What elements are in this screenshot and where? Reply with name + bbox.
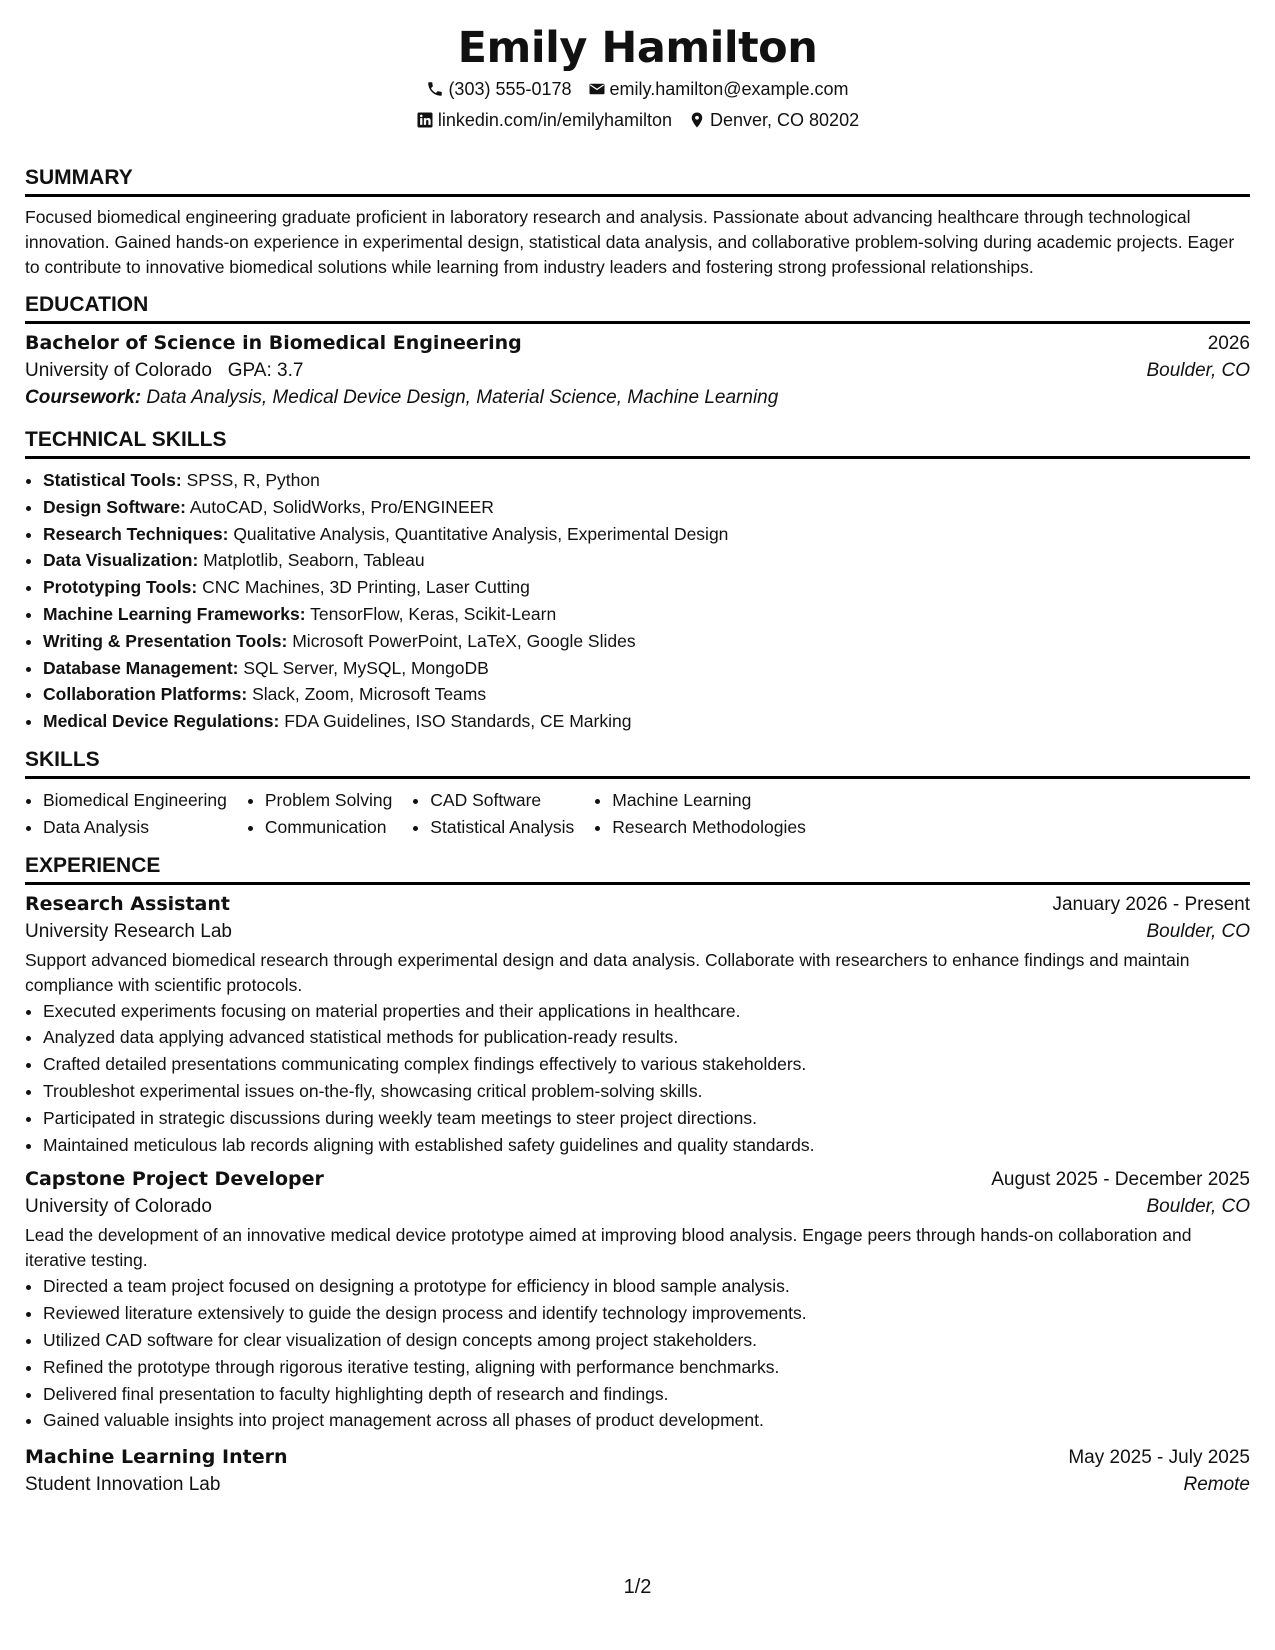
- job-title-row: [25, 893, 1250, 916]
- tech-skill-item: [43, 467, 1250, 494]
- job-bullet: • Executed experiments focusing on material properties and their applications in healthcare.: [43, 998, 1250, 1025]
- tech-skill-label: Machine Learning Frameworks:: [43, 603, 306, 624]
- tech-skill-item: [43, 574, 1250, 601]
- coursework-line: [25, 387, 1250, 409]
- contact-line-2: [25, 107, 1250, 133]
- phone-text: (303) 555-0178: [448, 79, 572, 99]
- tech-skill-item: [43, 601, 1250, 628]
- tech-skill-value: Matplotlib, Seaborn, Tableau: [203, 550, 425, 571]
- school-line: [25, 360, 303, 382]
- education-section: [25, 292, 1250, 409]
- contact-linkedin[interactable]: [416, 107, 672, 133]
- phone-icon: [426, 80, 444, 98]
- job-bullet: • Directed a team project focused on designing a prototype for efficiency in blood sample analysis.: [43, 1273, 1250, 1300]
- contact-email[interactable]: [588, 76, 849, 102]
- job-org: University of Colorado: [25, 1196, 212, 1218]
- summary-heading: SUMMARY: [25, 165, 1250, 197]
- job-dates: May 2025 - July 2025: [1068, 1447, 1250, 1469]
- tech-skill-value: AutoCAD, SolidWorks, Pro/ENGINEER: [189, 496, 494, 517]
- map-pin-icon: [688, 111, 706, 129]
- job-org-row: [25, 1474, 1250, 1496]
- job-bullets: [25, 998, 1250, 1159]
- job-bullet: • Utilized CAD software for clear visualization of design concepts among project stakeholders.: [43, 1327, 1250, 1354]
- coursework-label: Coursework:: [25, 387, 142, 408]
- technical-skills-section: [25, 427, 1250, 735]
- skill-item: • Research Methodologies: [612, 814, 806, 841]
- tech-skill-value: CNC Machines, 3D Printing, Laser Cutting: [202, 577, 530, 598]
- job-summary: Lead the development of an innovative medical device prototype aimed at improving blood analysis. Engage peers through hands-on collaboration and iterative testing.: [25, 1225, 1192, 1271]
- job-bullet: • Participated in strategic discussions during weekly team meetings to steer project directions.: [43, 1105, 1250, 1132]
- page-number: 1/2: [623, 1576, 652, 1598]
- location-text: Denver, CO 80202: [710, 110, 860, 130]
- technical-skills-list: [25, 467, 1250, 735]
- job-org: Student Innovation Lab: [25, 1474, 221, 1496]
- technical-skills-heading: TECHNICAL SKILLS: [25, 427, 1250, 459]
- job-bullet: • Reviewed literature extensively to guide the design process and identify technology improvements.: [43, 1300, 1250, 1327]
- skill-item: • CAD Software: [430, 787, 574, 814]
- skill-item: • Problem Solving: [265, 787, 392, 814]
- job-entry: [25, 893, 1250, 1159]
- contact-location: [688, 107, 859, 133]
- tech-skill-value: TensorFlow, Keras, Scikit-Learn: [310, 603, 557, 624]
- skill-item: • Machine Learning: [612, 787, 806, 814]
- job-org: University Research Lab: [25, 920, 232, 942]
- linkedin-icon: [416, 111, 434, 129]
- tech-skill-label: Writing & Presentation Tools:: [43, 630, 288, 651]
- job-bullet: • Maintained meticulous lab records aligning with established safety guidelines and quality standards.: [43, 1132, 1250, 1159]
- job-location: Boulder, CO: [1146, 920, 1250, 942]
- tech-skill-label: Design Software:: [43, 496, 186, 517]
- gpa: GPA: 3.7: [227, 360, 304, 381]
- education-school-row: [25, 360, 1250, 382]
- job-entry: [25, 1168, 1250, 1434]
- experience-section: [25, 853, 1250, 1497]
- summary-section: [25, 165, 1250, 280]
- job-bullet: • Troubleshot experimental issues on-the-fly, showcasing critical problem-solving skills.: [43, 1078, 1250, 1105]
- skills-heading: SKILLS: [25, 747, 1250, 779]
- envelope-icon: [588, 80, 606, 98]
- graduation-year: 2026: [1207, 333, 1250, 354]
- tech-skill-value: SPSS, R, Python: [186, 470, 320, 490]
- tech-skill-value: SQL Server, MySQL, MongoDB: [243, 657, 489, 678]
- job-bullet: • Refined the prototype through rigorous iterative testing, aligning with performance benchmarks.: [43, 1354, 1250, 1381]
- skills-column: [412, 787, 574, 841]
- job-title: Research Assistant: [25, 892, 230, 915]
- tech-skill-value: Microsoft PowerPoint, LaTeX, Google Slides: [292, 630, 636, 651]
- tech-skill-item: [43, 547, 1250, 574]
- job-location: Boulder, CO: [1146, 1196, 1250, 1218]
- job-bullet: • Crafted detailed presentations communicating complex findings effectively to various stakeholders.: [43, 1051, 1250, 1078]
- school-location: Boulder, CO: [1146, 360, 1250, 381]
- tech-skill-label: Collaboration Platforms:: [43, 684, 248, 705]
- skills-grid: [25, 787, 1250, 841]
- job-title: Capstone Project Developer: [25, 1168, 324, 1191]
- tech-skill-value: Qualitative Analysis, Quantitative Analysis, Experimental Design: [233, 523, 729, 544]
- tech-skill-label: Database Management:: [43, 657, 239, 678]
- job-org-row: [25, 1196, 1250, 1218]
- education-heading: EDUCATION: [25, 292, 1250, 324]
- tech-skill-item: [43, 708, 1250, 735]
- job-location: Remote: [1183, 1474, 1250, 1496]
- tech-skill-item: [43, 494, 1250, 521]
- tech-skill-item: [43, 521, 1250, 548]
- education-degree-row: [25, 332, 1250, 355]
- job-bullets: [25, 1273, 1250, 1434]
- resume-page: [25, 0, 1250, 1496]
- degree-title: Bachelor of Science in Biomedical Engineering: [25, 332, 522, 354]
- job-dates: January 2026 - Present: [1052, 893, 1250, 915]
- contact-phone: [426, 76, 571, 102]
- job-entry: [25, 1446, 1250, 1496]
- skills-column: [25, 787, 227, 841]
- skills-column: [247, 787, 392, 841]
- tech-skill-item: [43, 655, 1250, 682]
- job-dates: August 2025 - December 2025: [991, 1169, 1250, 1191]
- linkedin-text: linkedin.com/in/emilyhamilton: [437, 110, 672, 130]
- skills-section: [25, 747, 1250, 841]
- tech-skill-value: FDA Guidelines, ISO Standards, CE Marking: [284, 711, 632, 732]
- candidate-name: Emily Hamilton: [457, 23, 818, 73]
- job-summary: Support advanced biomedical research through experimental design and data analysis. Collaborate with researchers to enhance findings and maintain compliance with scientific protocols.: [25, 949, 1190, 995]
- school-name: University of Colorado: [25, 360, 212, 381]
- summary-text: Focused biomedical engineering graduate proficient in laboratory research and analysis. Passionate about advancing healthcare through technological innovation. Gained hands-on experience in experimental design, statistical data analysis, and collaborative problem-solving during academic projects. Eager to contribute to innovative biomedical solutions while learning from industry leaders and fostering strong professional relationships.: [25, 207, 1235, 277]
- skills-column: [594, 787, 806, 841]
- tech-skill-label: Statistical Tools:: [43, 470, 182, 490]
- skill-item: • Statistical Analysis: [430, 814, 574, 841]
- tech-skill-value: Slack, Zoom, Microsoft Teams: [252, 684, 487, 705]
- job-title-row: [25, 1168, 1250, 1191]
- job-title: Machine Learning Intern: [25, 1446, 288, 1469]
- job-bullet: • Gained valuable insights into project management across all phases of product development.: [43, 1407, 1250, 1434]
- contact-line-1: [25, 76, 1250, 102]
- skill-item: • Biomedical Engineering: [43, 787, 227, 814]
- tech-skill-label: Research Techniques:: [43, 523, 229, 544]
- job-title-row: [25, 1446, 1250, 1469]
- tech-skill-item: [43, 628, 1250, 655]
- job-bullet: • Delivered final presentation to faculty highlighting depth of research and findings.: [43, 1381, 1250, 1408]
- email-text: emily.hamilton@example.com: [609, 79, 849, 99]
- experience-heading: EXPERIENCE: [25, 853, 1250, 885]
- skill-item: • Data Analysis: [43, 814, 227, 841]
- job-bullet: • Analyzed data applying advanced statistical methods for publication-ready results.: [43, 1024, 1250, 1051]
- tech-skill-label: Medical Device Regulations:: [43, 711, 280, 732]
- tech-skill-label: Data Visualization:: [43, 550, 199, 571]
- coursework-text: Data Analysis, Medical Device Design, Material Science, Machine Learning: [146, 387, 779, 408]
- skill-item: • Communication: [265, 814, 392, 841]
- tech-skill-label: Prototyping Tools:: [43, 577, 198, 598]
- job-org-row: [25, 921, 1250, 943]
- tech-skill-item: [43, 681, 1250, 708]
